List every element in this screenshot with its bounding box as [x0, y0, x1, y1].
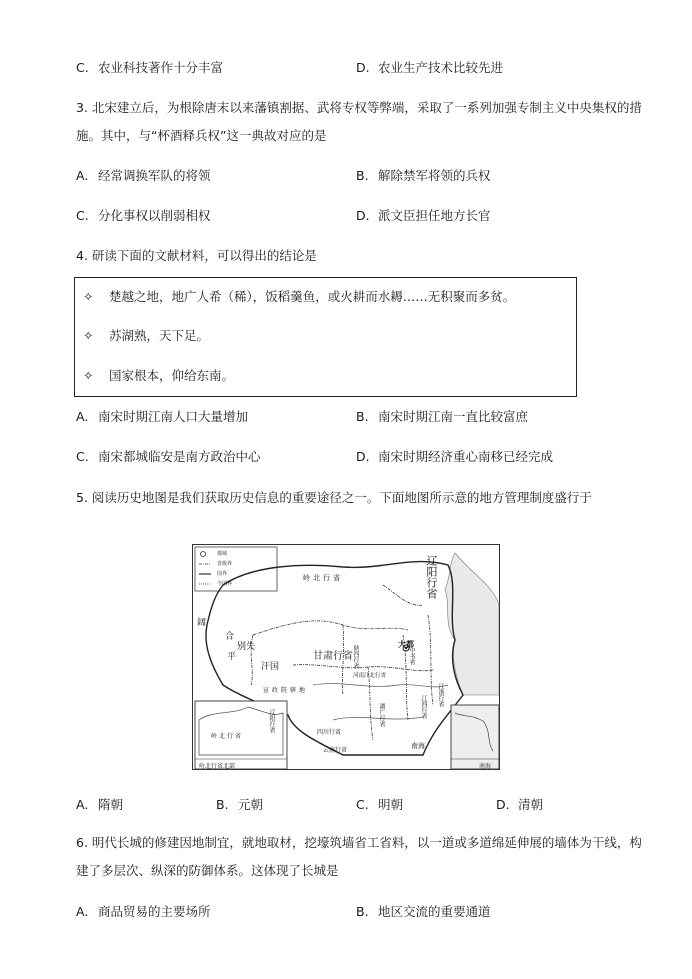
inset-caption: 岭北行省北部 — [199, 763, 236, 770]
legend-label: 省级界 — [217, 561, 233, 567]
option-letter: B. — [356, 904, 369, 919]
province-boundary — [383, 585, 423, 605]
option-letter: A. — [76, 904, 89, 919]
legend-label: 国界 — [217, 571, 228, 577]
label-jiangzhe: 江浙行省 — [437, 683, 444, 707]
option-letter: C. — [76, 449, 89, 464]
option-letter: A. — [76, 168, 89, 183]
option-letter: C. — [356, 797, 369, 812]
q3-option-b — [356, 166, 491, 184]
q2-option-d — [356, 58, 503, 76]
label-he: 合 — [225, 632, 235, 642]
option-text: 南宋时期江南一直比较富庶 — [378, 409, 529, 424]
option-letter: B. — [356, 168, 369, 183]
label-shaanxi: 陕西行省 — [352, 645, 359, 669]
label-xuanzheng: 宣政院辖地 — [263, 687, 309, 694]
option-text: 经常调换军队的将领 — [98, 168, 211, 183]
q3-option-a — [76, 166, 211, 184]
option-letter: B. — [356, 409, 369, 424]
inset-label-liaoyang: 辽阳行省 — [268, 709, 275, 733]
option-letter: C. — [76, 60, 89, 75]
label-tuguo: 汗国 — [261, 662, 280, 672]
option-letter: A. — [76, 409, 89, 424]
option-text: 解除禁军将领的兵权 — [378, 168, 491, 183]
q6-stem: 6. 明代长城的修建因地制宜，就地取材，挖壕筑墙省工省料，以一道或多道绵延伸展的墙体为干线，构建了多层次、纵深的防御体系。这体现了长城是 — [76, 835, 642, 878]
option-text: 地区交流的重要通道 — [378, 904, 491, 919]
q4-option-b — [356, 407, 528, 425]
option-text: 南宋都城临安是南方政治中心 — [98, 449, 261, 464]
label-liaoyang: 辽阳行省 — [425, 555, 438, 599]
option-letter: D. — [356, 60, 370, 75]
q4-option-a — [76, 407, 248, 425]
option-text: 商品贸易的主要场所 — [98, 904, 211, 919]
option-text: 明朝 — [378, 797, 404, 812]
province-boundary — [293, 665, 433, 671]
q5-option-c — [356, 795, 403, 813]
q3-option-c — [76, 206, 211, 224]
q4-material-box — [74, 277, 577, 397]
q5-option-d — [496, 795, 543, 813]
diamond-star-icon: ✧ — [83, 368, 94, 383]
material-text: 苏湖熟，天下足。 — [109, 328, 210, 343]
material-text: 国家根本，仰给东南。 — [109, 368, 235, 383]
legend-label: 今国界 — [217, 581, 233, 587]
label-nanhai: 南海 — [411, 742, 425, 750]
q3-option-d — [356, 206, 491, 224]
inset-label-lingbei: 岭北行省 — [211, 733, 244, 740]
province-boundary — [253, 621, 408, 635]
q2-option-c — [76, 58, 223, 76]
province-boundary — [428, 615, 433, 705]
yuan-dynasty-map — [192, 544, 500, 770]
label-sichuan: 四川行省 — [317, 729, 342, 736]
option-text: 分化事权以削弱相权 — [98, 208, 211, 223]
q6-option-b — [356, 902, 491, 920]
option-letter: D. — [356, 449, 370, 464]
q4-option-c — [76, 447, 261, 465]
label-dadu: 大都 — [398, 640, 414, 649]
q4-option-d — [356, 447, 553, 465]
q6-option-a — [76, 902, 211, 920]
option-text: 南宋时期经济重心南移已经完成 — [378, 449, 554, 464]
option-letter: C. — [76, 208, 89, 223]
diamond-star-icon: ✧ — [83, 328, 94, 343]
material-text: 楚越之地，地广人希（稀），饭稻羹鱼，或火耕而水耨……无积聚而多贫。 — [109, 289, 516, 304]
option-text: 清朝 — [518, 797, 544, 812]
option-text: 隋朝 — [98, 797, 124, 812]
option-letter: A. — [76, 797, 89, 812]
inset-caption: 南海 — [479, 763, 492, 770]
option-text: 南宋时期江南人口大量增加 — [98, 409, 249, 424]
option-letter: D. — [496, 797, 510, 812]
label-lingbei: 岭北行省 — [303, 574, 343, 582]
river-path — [313, 684, 448, 687]
label-huguang: 湖广行省 — [378, 703, 385, 727]
material-item — [83, 366, 234, 384]
label-yunnan: 云南行省 — [323, 747, 348, 754]
option-text: 派文臣担任地方长官 — [378, 208, 491, 223]
label-jiangxi: 江西行省 — [420, 695, 427, 719]
q5-stem: 5. 阅读历史地图是我们获取历史信息的重要途径之一。下面地图所示意的地方管理制度盛行于 — [76, 490, 592, 505]
material-item — [83, 326, 209, 344]
legend-label: 都城 — [217, 551, 228, 557]
label-zhongshu: 中书省 — [408, 647, 415, 665]
q5-option-b — [216, 795, 263, 813]
inset-south-sea — [451, 705, 499, 769]
option-text: 农业生产技术比较先进 — [378, 60, 504, 75]
material-item — [83, 287, 515, 305]
option-text: 农业科技著作十分丰富 — [98, 60, 224, 75]
label-ping: 平 — [227, 652, 237, 662]
q4-stem: 4. 研读下面的文献材料，可以得出的结论是 — [76, 248, 317, 263]
option-letter: D. — [356, 208, 370, 223]
label-kuoji: 阔 — [197, 618, 207, 628]
label-henan: 河南江北行省 — [353, 673, 387, 679]
q5-option-a — [76, 795, 123, 813]
diamond-star-icon: ✧ — [83, 289, 94, 304]
label-bieshi: 别失 — [237, 642, 256, 652]
label-gansu: 甘肃行省 — [313, 651, 353, 662]
q3-stem: 3. 北宋建立后，为根除唐末以来藩镇割据、武将专权等弊端，采取了一系列加强专制主义中央集权的措施。其中，与“杯酒释兵权”这一典故对应的是 — [76, 100, 642, 143]
option-text: 元朝 — [238, 797, 264, 812]
option-letter: B. — [216, 797, 229, 812]
